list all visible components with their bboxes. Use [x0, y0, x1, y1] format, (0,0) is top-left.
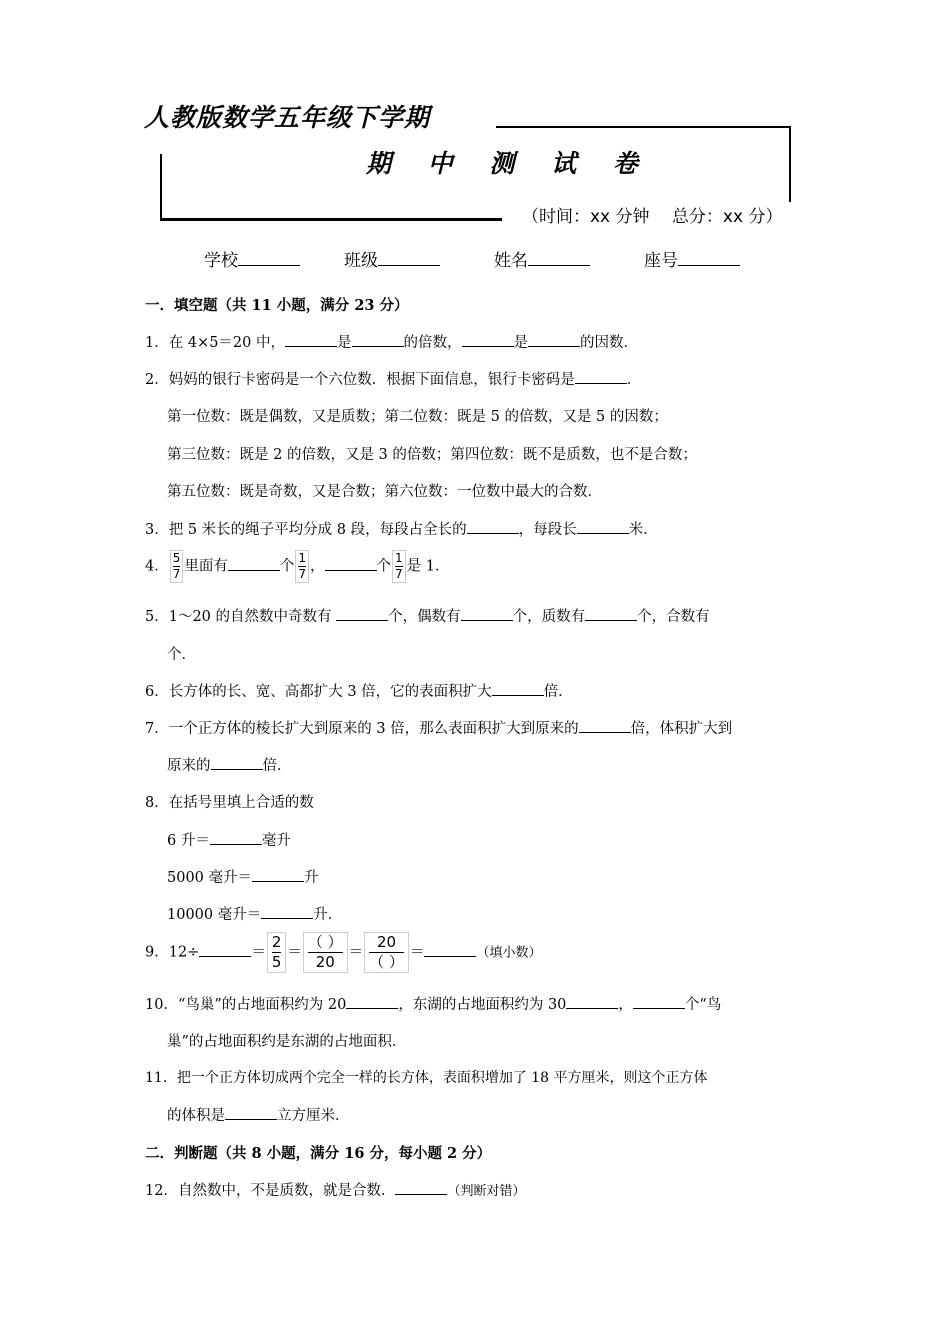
- question-2: 2．妈妈的银行卡密码是一个六位数．根据下面信息，银行卡密码是 ．: [145, 372, 642, 388]
- fraction-5-7: $\frac{5}{7}$: [170, 550, 184, 583]
- fraction-1-7: $\frac{1}{7}$: [295, 550, 309, 583]
- answer-blank[interactable]: [199, 944, 251, 957]
- title-line-1: 人教版数学五年级下学期: [144, 103, 431, 132]
- question-12: 12．自然数中，不是质数，就是合数． （判断对错）: [145, 1183, 526, 1199]
- question-2-line-2: 第三位数：既是 2 的倍数，又是 3 的倍数；第四位数：既不是质数，也不是合数；: [167, 447, 697, 463]
- answer-blank[interactable]: [579, 720, 631, 733]
- question-8-line-1: 6 升＝ 毫升: [167, 833, 291, 849]
- question-5: 5．1～20 的自然数中奇数有 个，偶数有 个，质数有 个，合数有: [145, 609, 710, 625]
- answer-blank[interactable]: [346, 996, 398, 1009]
- question-7-cont: 原来的 倍．: [167, 758, 292, 774]
- fraction-1-7: $\frac{1}{7}$: [392, 550, 406, 583]
- question-8: 8．在括号里填上合适的数: [145, 795, 314, 811]
- answer-blank[interactable]: [225, 1107, 277, 1120]
- question-2-line-3: 第五位数：既是奇数，又是合数；第六位数：一位数中最大的合数．: [167, 484, 602, 500]
- answer-blank[interactable]: [325, 558, 377, 571]
- school-field[interactable]: 学校: [204, 246, 300, 271]
- question-10: 10．“鸟巢”的占地面积约为 20 ，东湖的占地面积约为 30 ， 个“鸟: [145, 997, 722, 1013]
- answer-blank[interactable]: [462, 334, 514, 347]
- question-8-line-2: 5000 毫升＝ 升: [167, 870, 319, 886]
- header-rule-bottom: [160, 218, 502, 221]
- answer-blank[interactable]: [424, 944, 476, 957]
- question-7: 7．一个正方体的棱长扩大到原来的 3 倍，那么表面积扩大到原来的 倍，体积扩大到: [145, 721, 733, 737]
- answer-blank[interactable]: [395, 1182, 447, 1195]
- header-rule-top: [496, 126, 791, 128]
- question-11: 11．把一个正方体切成两个完全一样的长方体，表面积增加了 18 平方厘米，则这个正方体: [145, 1070, 708, 1086]
- question-5-cont: 个．: [167, 647, 196, 663]
- answer-blank[interactable]: [336, 608, 388, 621]
- question-3: 3．把 5 米长的绳子平均分成 8 段，每段占全长的 ，每段长 米．: [145, 522, 658, 538]
- header-rule-left: [160, 154, 162, 220]
- answer-blank[interactable]: [467, 521, 519, 534]
- fraction-blank-20: $\frac{( )}{20}$: [303, 932, 348, 973]
- question-8-line-3: 10000 毫升＝ 升．: [167, 907, 343, 923]
- answer-blank[interactable]: [211, 757, 263, 770]
- answer-blank[interactable]: [566, 996, 618, 1009]
- answer-blank[interactable]: [575, 371, 627, 384]
- section-1-heading: 一．填空题（共 11 小题，满分 23 分）: [145, 297, 409, 314]
- question-1: 1．在 4×5＝20 中， 是 的倍数， 是 的因数．: [145, 335, 638, 351]
- answer-blank[interactable]: [252, 869, 304, 882]
- answer-blank[interactable]: [261, 906, 313, 919]
- question-2-line-1: 第一位数：既是偶数，又是质数；第二位数：既是 5 的倍数，又是 5 的因数；: [167, 409, 668, 425]
- question-6: 6．长方体的长、宽、高都扩大 3 倍，它的表面积扩大 倍．: [145, 684, 573, 700]
- fraction-20-blank: $\frac{20}{( )}$: [364, 932, 409, 973]
- question-10-cont: 巢”的占地面积约是东湖的占地面积．: [167, 1034, 407, 1050]
- answer-blank[interactable]: [585, 608, 637, 621]
- header-rule-right: [789, 126, 791, 202]
- answer-blank[interactable]: [210, 832, 262, 845]
- answer-blank[interactable]: [461, 608, 513, 621]
- fraction-2-5: $\frac{2}{5}$: [267, 932, 287, 973]
- answer-blank[interactable]: [633, 996, 685, 1009]
- seat-field[interactable]: 座号: [644, 246, 740, 271]
- question-11-cont: 的体积是 立方厘米．: [167, 1108, 350, 1124]
- question-9: 9．12÷ ＝ $\frac{2}{5}$ ＝ $\frac{( )}{20}$ ＝ $\frac{20}{( )}$ ＝ （填小数）: [145, 933, 542, 971]
- name-field[interactable]: 姓名: [494, 246, 590, 271]
- answer-blank[interactable]: [528, 334, 580, 347]
- title-line-2: 期 中 测 试 卷: [366, 149, 652, 178]
- answer-blank[interactable]: [577, 521, 629, 534]
- answer-blank[interactable]: [492, 683, 544, 696]
- time-info: （时间：xx 分钟 总分：xx 分）: [522, 207, 783, 227]
- section-2-heading: 二．判断题（共 8 小题，满分 16 分，每小题 2 分）: [145, 1145, 492, 1162]
- question-4: 4． $\frac{5}{7}$ 里面有 个 $\frac{1}{7}$ ， 个 $\frac{1}{7}$ 是 1．: [145, 551, 450, 581]
- answer-blank[interactable]: [285, 334, 337, 347]
- answer-blank[interactable]: [352, 334, 404, 347]
- answer-blank[interactable]: [228, 558, 280, 571]
- class-field[interactable]: 班级: [344, 246, 440, 271]
